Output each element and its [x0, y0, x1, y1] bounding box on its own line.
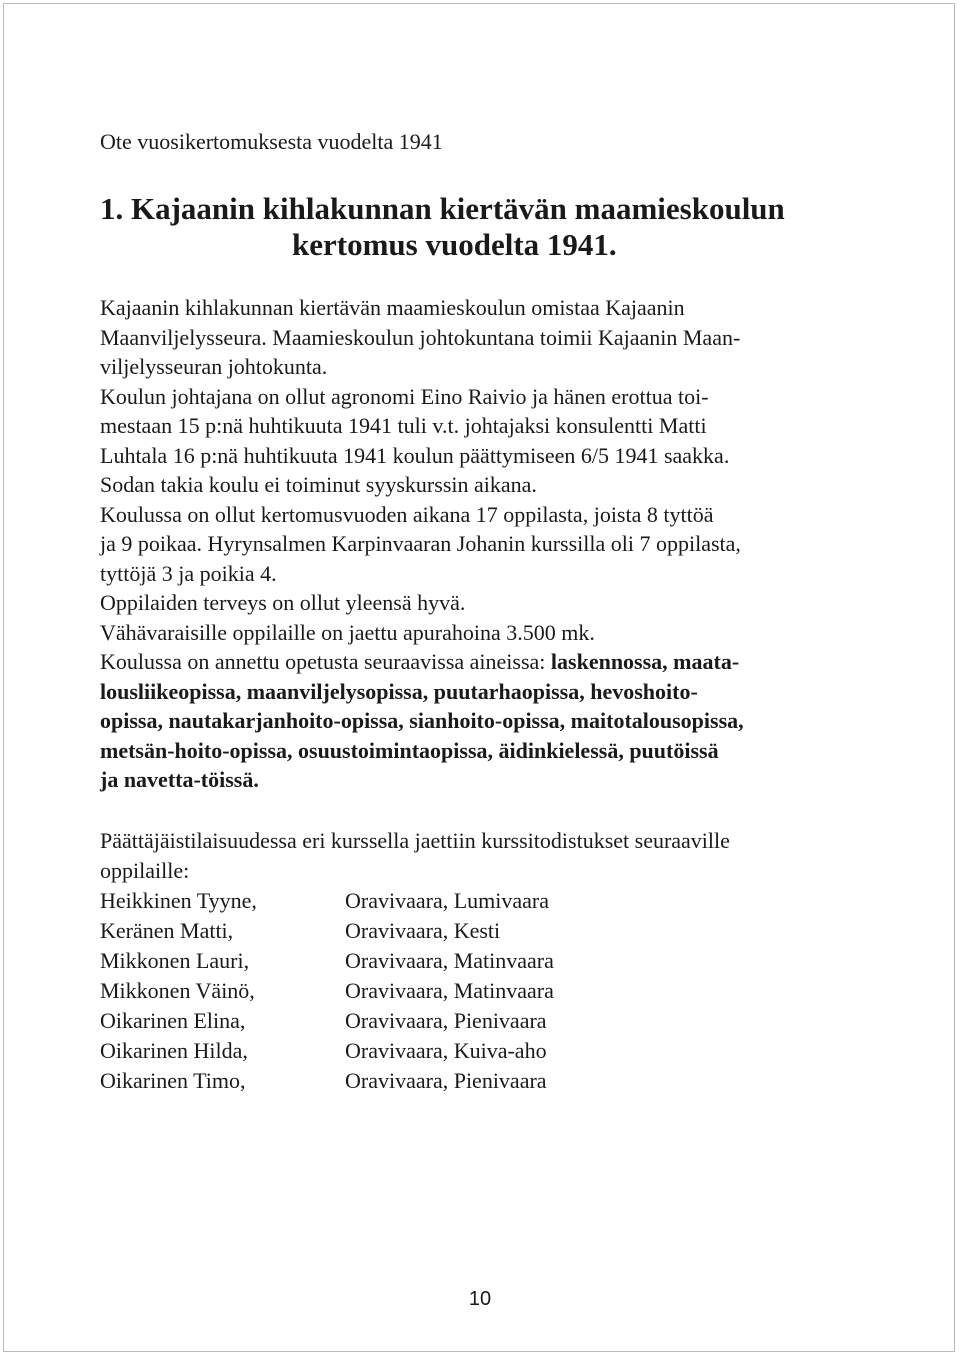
certificates-intro: [100, 826, 870, 886]
student-name: Mikkonen Lauri,: [100, 948, 250, 973]
body-line: Vähävaraisille oppilaille on jaettu apurahoina 3.500 mk.: [100, 619, 595, 645]
page-number: 10: [468, 1288, 492, 1310]
subjects-list-start: laskennossa, maata-: [550, 649, 740, 674]
body-line: ja 9 poikaa. Hyrynsalmen Karpinvaaran Johanin kurssilla oli 7 oppilasta,: [100, 531, 741, 556]
student-name: Oikarinen Elina,: [100, 1008, 246, 1033]
subjects-line: metsän-hoito-opissa, osuustoimintaopissa, äidinkielessä, puutöissä: [100, 737, 719, 763]
student-name: Mikkonen Väinö,: [100, 978, 255, 1003]
student-name: Keränen Matti,: [100, 918, 234, 943]
student-place: Oravivaara, Matinvaara: [345, 948, 554, 973]
subjects-line: ja navetta-töissä.: [100, 767, 259, 792]
body-line: Kajaanin kihlakunnan kiertävän maamieskoulun omistaa Kajaanin: [100, 295, 685, 320]
student-name: Oikarinen Timo,: [100, 1068, 246, 1093]
document-title: [100, 191, 860, 263]
body-line: Maanviljelysseura. Maamieskoulun johtokuntana toimii Kajaanin Maan-: [100, 324, 741, 350]
student-place: Oravivaara, Matinvaara: [345, 978, 554, 1003]
certificates-intro-line: Päättäjäistilaisuudessa eri kurssella jaettiin kurssitodistukset seuraaville: [100, 828, 730, 853]
student-row: [100, 916, 870, 946]
student-place: Oravivaara, Pienivaara: [345, 1068, 547, 1093]
student-place: Oravivaara, Pienivaara: [345, 1008, 547, 1033]
report-body: [100, 293, 870, 795]
student-name: Heikkinen Tyyne,: [100, 888, 257, 913]
student-place: Oravivaara, Kesti: [345, 918, 501, 943]
student-list: [100, 886, 870, 1096]
student-row: [100, 1066, 870, 1096]
student-row: [100, 976, 870, 1006]
title-line-2: kertomus vuodelta 1941.: [292, 227, 617, 262]
student-row: [100, 886, 870, 916]
document-header: Ote vuosikertomuksesta vuodelta 1941: [100, 129, 443, 154]
student-row: [100, 1006, 870, 1036]
subjects-line: lousliikeopissa, maanviljelysopissa, puutarhaopissa, hevoshoito-: [100, 678, 698, 704]
body-line: mestaan 15 p:nä huhtikuuta 1941 tuli v.t. johtajaksi konsulentti Matti: [100, 413, 707, 438]
student-name: Oikarinen Hilda,: [100, 1038, 248, 1063]
body-line: Sodan takia koulu ei toiminut syyskurssin aikana.: [100, 472, 537, 497]
body-line: Oppilaiden terveys on ollut yleensä hyvä.: [100, 590, 466, 615]
body-line: Koulussa on ollut kertomusvuoden aikana 17 oppilasta, joista 8 tyttöä: [100, 501, 714, 527]
body-line: viljelysseuran johtokunta.: [100, 354, 328, 379]
certificates-intro-line: oppilaille:: [100, 858, 190, 883]
body-line: Luhtala 16 p:nä huhtikuuta 1941 koulun päättymiseen 6/5 1941 saakka.: [100, 442, 730, 468]
certificates-section: [100, 826, 870, 1096]
student-place: Oravivaara, Kuiva-aho: [345, 1038, 547, 1063]
student-row: [100, 946, 870, 976]
subjects-line: opissa, nautakarjanhoito-opissa, sianhoito-opissa, maitotalousopissa,: [100, 708, 744, 733]
subjects-line: [100, 647, 870, 677]
body-line: tyttöjä 3 ja poikia 4.: [100, 560, 277, 586]
body-line: Koulun johtajana on ollut agronomi Eino Raivio ja hänen erottua toi-: [100, 383, 709, 409]
title-line-1: 1. Kajaanin kihlakunnan kiertävän maamieskoulun: [100, 191, 785, 226]
student-place: Oravivaara, Lumivaara: [345, 888, 549, 913]
subjects-intro: Koulussa on annettu opetusta seuraavissa aineissa:: [100, 649, 551, 674]
student-row: [100, 1036, 870, 1066]
